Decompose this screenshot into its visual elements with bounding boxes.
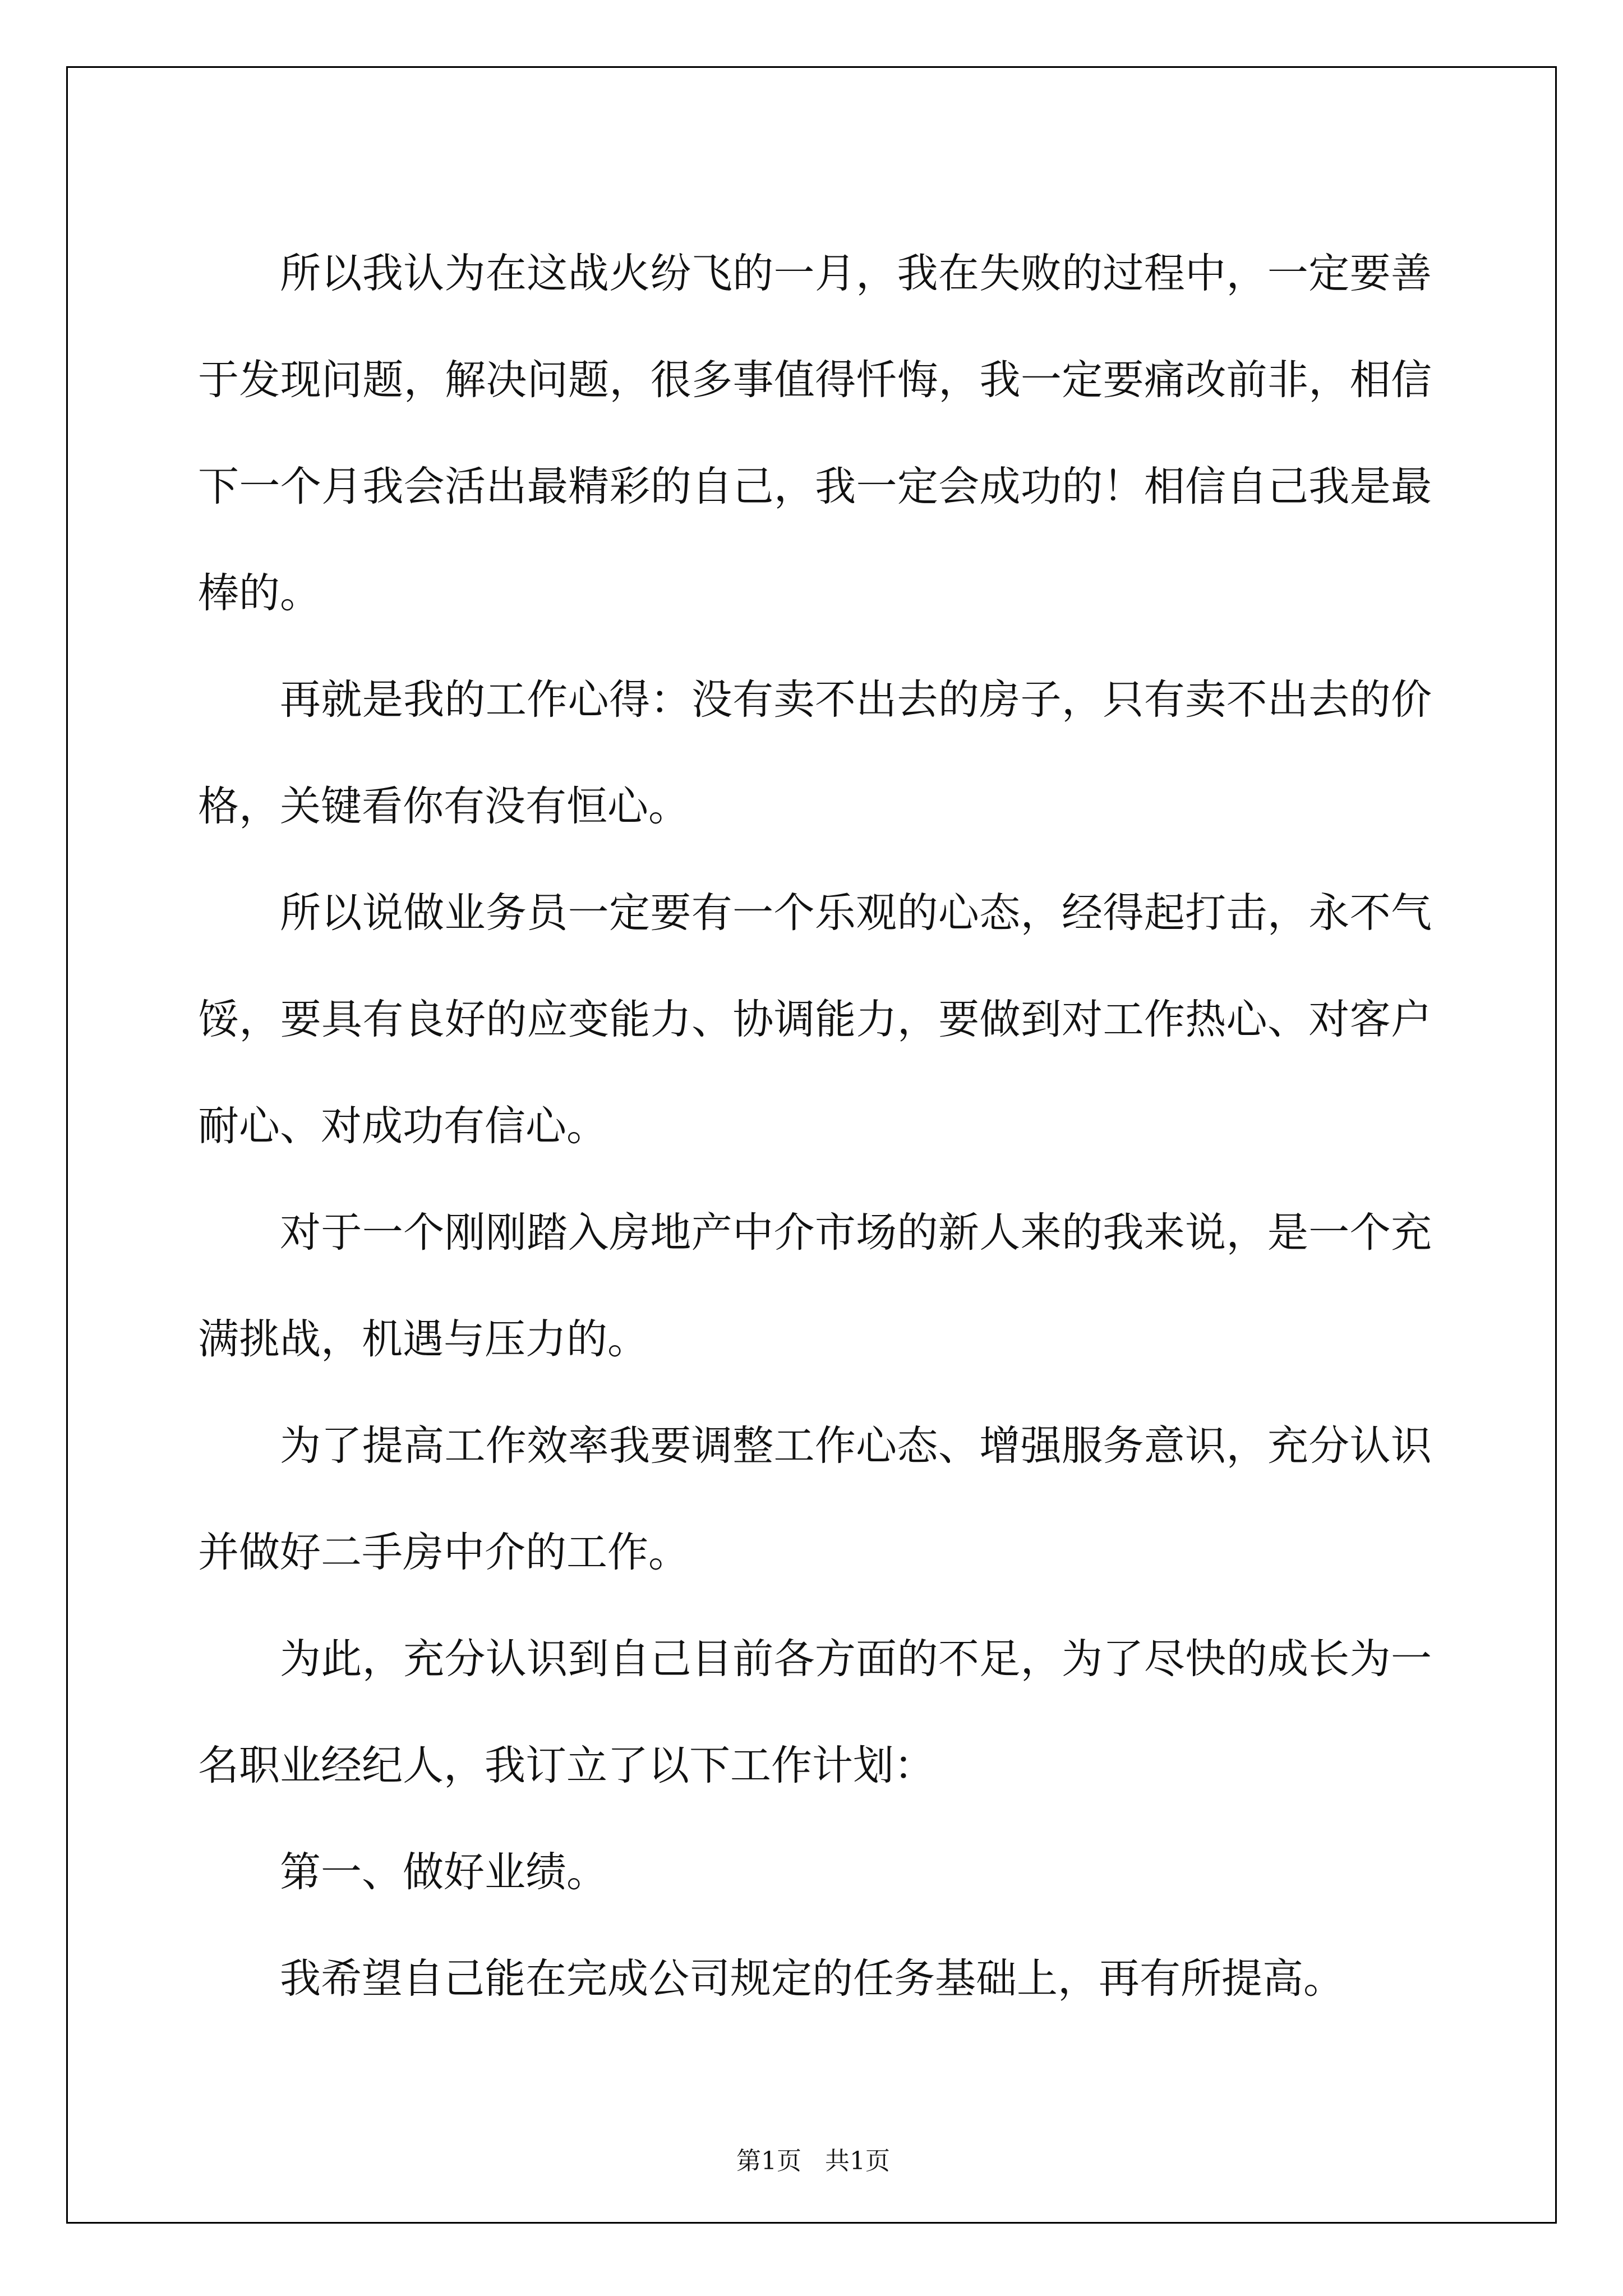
page-footer: 第1页 共1页 xyxy=(736,2147,890,2175)
document-body xyxy=(198,220,1432,2032)
paragraph-8: 我希望自己能在完成公司规定的任务基础上，再有所提高。 xyxy=(280,1955,1344,2003)
paragraph-4: 对于一个刚刚踏入房地产中介市场的新人来的我来说，是一个充满挑战，机遇与压力的。 xyxy=(198,1209,1432,1363)
paragraph-6: 为此，充分认识到自己目前各方面的不足，为了尽快的成长为一名职业经纪人，我订立了以下工作计划： xyxy=(198,1635,1432,1789)
paragraph-3: 所以说做业务员一定要有一个乐观的心态，经得起打击，永不气馁，要具有良好的应变能力、协调能力，要做到对工作热心、对客户耐心、对成功有信心。 xyxy=(198,889,1432,1150)
paragraph-5: 为了提高工作效率我要调整工作心态、增强服务意识，充分认识并做好二手房中介的工作。 xyxy=(198,1422,1432,1576)
paragraph-1: 所以我认为在这战火纷飞的一月，我在失败的过程中，一定要善于发现问题，解决问题，很多事值得忏悔，我一定要痛改前非，相信下一个月我会活出最精彩的自己，我一定会成功的！相信自己我是最棒的。 xyxy=(198,250,1432,617)
paragraph-2: 再就是我的工作心得：没有卖不出去的房子，只有卖不出去的价格，关键看你有没有恒心。 xyxy=(198,676,1432,830)
page-frame xyxy=(66,66,1557,2224)
paragraph-7: 第一、做好业绩。 xyxy=(280,1848,607,1896)
